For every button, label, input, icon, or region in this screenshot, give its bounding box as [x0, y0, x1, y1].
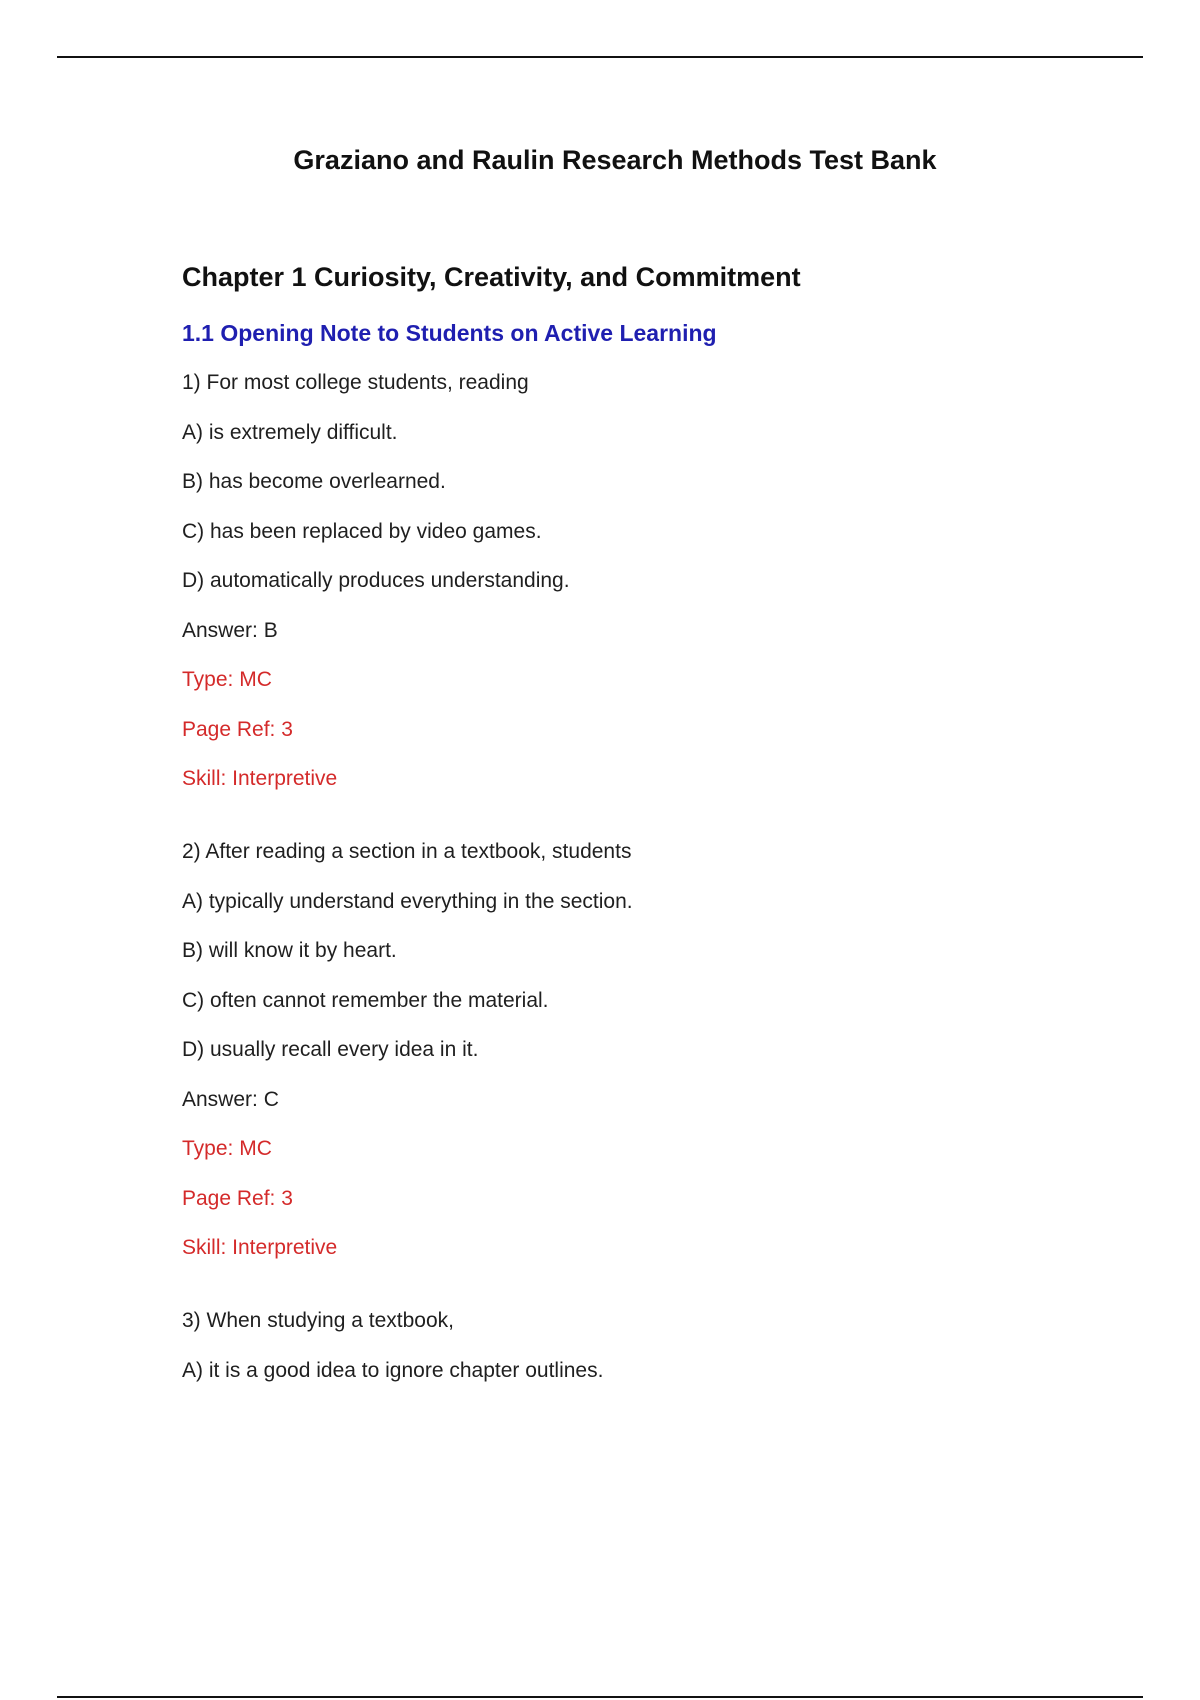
page-ref: Page Ref: 3	[182, 1186, 293, 1210]
option-d: D) usually recall every idea in it.	[182, 1038, 479, 1061]
question-type: Type: MC	[182, 668, 272, 691]
skill: Skill: Interpretive	[182, 1236, 338, 1259]
top-rule	[57, 56, 1143, 58]
question-stem: 2) After reading a section in a textbook, students	[182, 840, 632, 863]
question-stem: 3) When studying a textbook,	[182, 1309, 454, 1332]
question-3	[182, 1308, 1122, 1383]
option-a: A) is extremely difficult.	[182, 420, 398, 444]
answer: Answer: C	[182, 1087, 279, 1111]
section-title: 1.1 Opening Note to Students on Active Learning	[182, 320, 717, 346]
answer: Answer: B	[182, 618, 278, 642]
document-body	[182, 260, 1122, 1431]
question-type: Type: MC	[182, 1137, 272, 1160]
question-2	[182, 839, 1122, 1260]
chapter-title: Chapter 1 Curiosity, Creativity, and Commitment	[182, 262, 801, 292]
option-d: D) automatically produces understanding.	[182, 569, 570, 592]
bottom-rule	[57, 1696, 1143, 1698]
option-c: C) has been replaced by video games.	[182, 519, 542, 543]
option-b: B) will know it by heart.	[182, 939, 397, 962]
option-c: C) often cannot remember the material.	[182, 988, 549, 1012]
question-1	[182, 370, 1122, 791]
page-ref: Page Ref: 3	[182, 717, 293, 741]
question-stem: 1) For most college students, reading	[182, 371, 529, 394]
option-a: A) typically understand everything in the section.	[182, 889, 633, 913]
option-a: A) it is a good idea to ignore chapter outlines.	[182, 1358, 604, 1382]
document-title: Graziano and Raulin Research Methods Test Bank	[293, 145, 937, 175]
option-b: B) has become overlearned.	[182, 470, 446, 493]
skill: Skill: Interpretive	[182, 767, 338, 790]
